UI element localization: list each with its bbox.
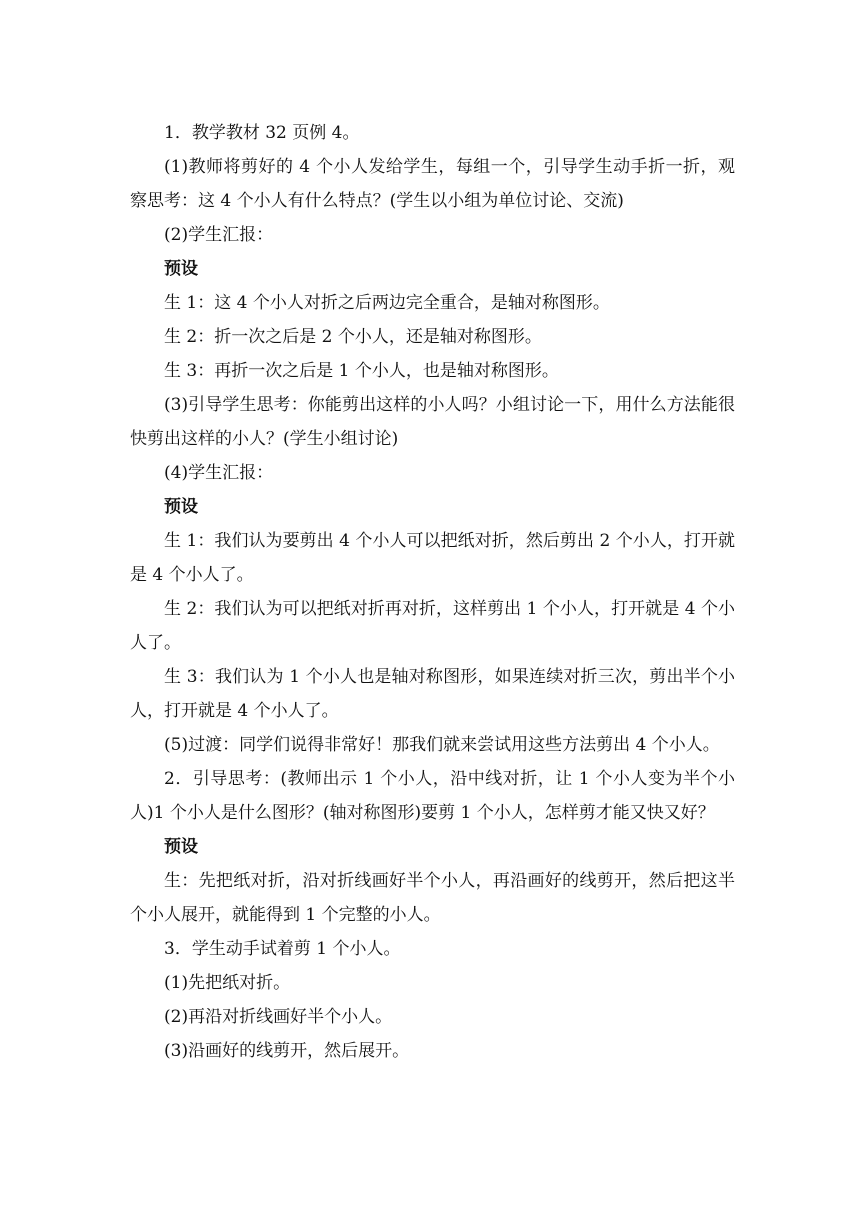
paragraph-step-1-5: (5)过渡：同学们说得非常好！那我们就来尝试用这些方法剪出 4 个小人。 [164, 735, 720, 755]
paragraph-student-1b: 生 1：我们认为要剪出 4 个小人可以把纸对折，然后剪出 2 个小人，打开就是 4 个小人了。 [130, 531, 735, 585]
paragraph-step-1-3: (3)引导学生思考：你能剪出这样的小人吗？小组讨论一下，用什么方法能很快剪出这样的小人？(学生小组讨论) [130, 395, 735, 449]
paragraph-step-1-2: (2)学生汇报： [164, 225, 274, 245]
heading-preset: 预设 [164, 497, 198, 517]
paragraph-step-3-3: (3)沿画好的线剪开，然后展开。 [164, 1041, 410, 1061]
heading-preset: 预设 [164, 837, 198, 857]
paragraph-step-1-4: (4)学生汇报： [164, 463, 274, 483]
document-body [130, 116, 735, 1068]
paragraph-student-2: 生 2：折一次之后是 2 个小人，还是轴对称图形。 [164, 327, 542, 347]
paragraph-step-1-1: (1)教师将剪好的 4 个小人发给学生，每组一个，引导学生动手折一折，观察思考：这 4 个小人有什么特点？(学生以小组为单位讨论、交流) [130, 157, 735, 211]
paragraph-student-answer: 生：先把纸对折，沿对折线画好半个小人，再沿画好的线剪开，然后把这半个小人展开，就能得到 1 个完整的小人。 [130, 871, 735, 925]
paragraph-student-3: 生 3：再折一次之后是 1 个小人，也是轴对称图形。 [164, 361, 559, 381]
paragraph-student-2b: 生 2：我们认为可以把纸对折再对折，这样剪出 1 个小人，打开就是 4 个小人了。 [130, 599, 735, 653]
paragraph-item-3: 3．学生动手试着剪 1 个小人。 [164, 939, 401, 959]
paragraph-item-1: 1．教学教材 32 页例 4。 [164, 123, 360, 143]
paragraph-step-3-1: (1)先把纸对折。 [164, 973, 291, 993]
heading-preset: 预设 [164, 259, 198, 279]
paragraph-student-3b: 生 3：我们认为 1 个小人也是轴对称图形，如果连续对折三次，剪出半个小人，打开就是 4 个小人了。 [130, 667, 735, 721]
paragraph-step-3-2: (2)再沿对折线画好半个小人。 [164, 1007, 393, 1027]
paragraph-item-2: 2．引导思考：(教师出示 1 个小人，沿中线对折，让 1 个小人变为半个小人)1 个小人是什么图形？(轴对称图形)要剪 1 个小人，怎样剪才能又快又好？ [130, 769, 735, 823]
paragraph-student-1: 生 1：这 4 个小人对折之后两边完全重合，是轴对称图形。 [164, 293, 610, 313]
